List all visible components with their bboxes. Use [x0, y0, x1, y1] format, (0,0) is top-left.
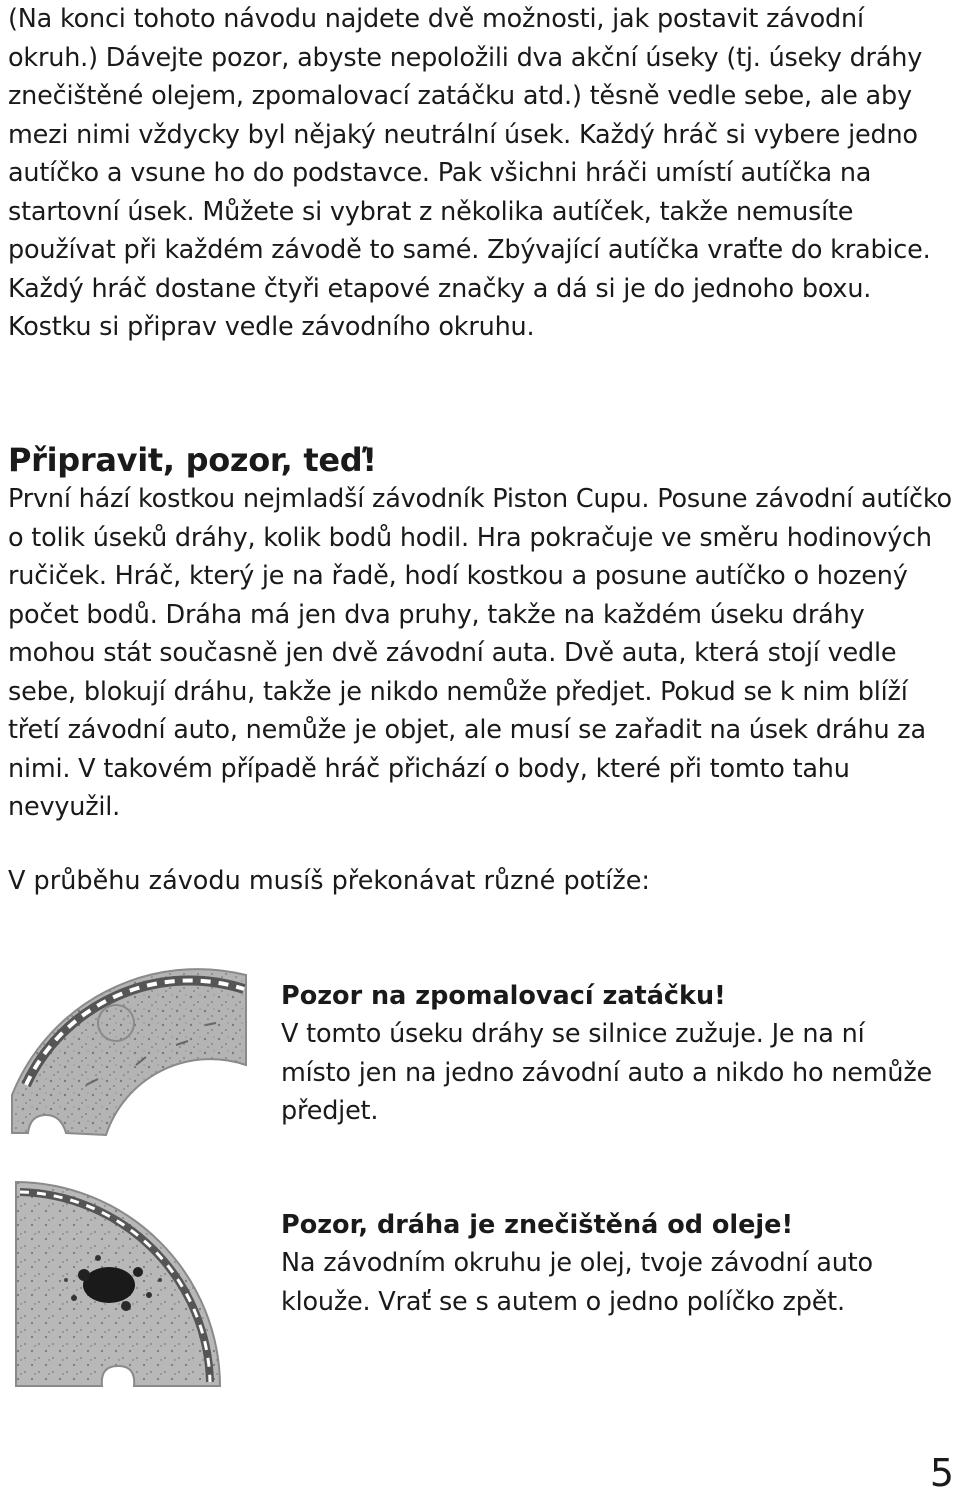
slow-curve-tile-image	[6, 965, 252, 1140]
oil-slick-tile-image	[14, 1180, 224, 1388]
hazard-title: Pozor, dráha je znečištěná od oleje!	[281, 1210, 794, 1240]
page-number: 5	[929, 1451, 954, 1495]
hazard-text: V tomto úseku dráhy se silnice zužuje. Je na ní místo jen na jedno závodní auto a nikdo ho nemůže předjet.	[281, 1019, 933, 1126]
hazard-title: Pozor na zpomalovací zatáčku!	[281, 981, 726, 1011]
hazard-oil-slick	[281, 1206, 941, 1321]
obstacles-intro: V průběhu závodu musíš překonávat různé potíže:	[8, 866, 650, 896]
rules-paragraph: První hází kostkou nejmladší závodník Piston Cupu. Posune závodní autíčko o tolik úseků dráhy, kolik bodů hodil. Hra pokračuje ve směru hodinových ručiček. Hráč, který je na řadě, hodí kostkou a posune autíčko o hozený počet bodů. Dráha má jen dva pruhy, takže na každém úseku dráhy mohou stát současně jen dvě závodní auta. Dvě auta, která stojí vedle sebe, blokují dráhu, takže je nikdo nemůže předjet. Pokud se k nim blíží třetí závodní auto, nemůže je objet, ale musí se zařadit na úsek dráhu za nimi. V takovém případě hráč přichází o body, které při tomto tahu nevyužil.	[8, 484, 952, 822]
hazard-text: Na závodním okruhu je olej, tvoje závodní auto klouže. Vrať se s autem o jedno políčko zpět.	[281, 1248, 873, 1317]
intro-paragraph: (Na konci tohoto návodu najdete dvě možnosti, jak postavit závodní okruh.) Dávejte pozor, abyste nepoložili dva akční úseky (tj. úseky dráhy znečištěné olejem, zpomalovací zatáčku atd.) těsně vedle sebe, ale aby mezi nimi vždycky byl nějaký neutrální úsek. Každý hráč si vybere jedno autíčko a vsune ho do podstavce. Pak všichni hráči umístí autíčka na startovní úsek. Můžete si vybrat z několika autíček, takže nemusíte používat při každém závodě to samé. Zbývající autíčka vraťte do krabice. Každý hráč dostane čtyři etapové značky a dá si je do jednoho boxu. Kostku si připrav vedle závodního okruhu.	[8, 4, 931, 342]
section-heading: Připravit, pozor, teď!	[8, 441, 377, 479]
hazard-slow-curve	[281, 977, 941, 1131]
